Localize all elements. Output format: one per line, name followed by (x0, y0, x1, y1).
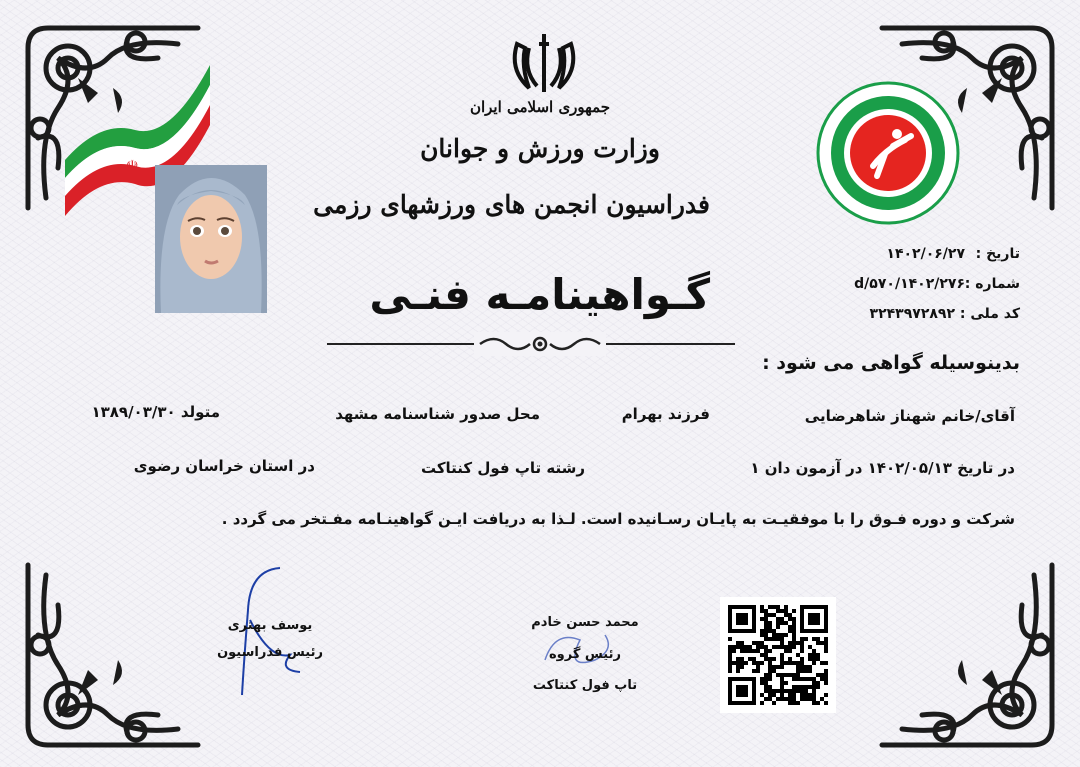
national-code-label: کد ملی : (959, 306, 1020, 322)
qr-code-icon[interactable] (720, 597, 836, 713)
certificate-title: گـواهینامـه فنـی (369, 270, 710, 319)
country-name: جمهوری اسلامی ایران (469, 98, 611, 116)
profile-photo (155, 165, 267, 313)
federation-logo (815, 80, 961, 226)
completion-text: شرکت و دوره فـوق را با موفقیـت به پایـان رسـانیده است. لـذا به دریافت ایـن گواهینـامه مفـتخر می گردد . (221, 510, 1015, 528)
ministry-name: وزارت ورزش و جوانان (420, 134, 660, 163)
iran-emblem-icon (509, 30, 579, 96)
date-label: تاریخ : (975, 246, 1020, 262)
left-signer-role: رئیس فدراسیون (217, 645, 323, 660)
middle-signer-role: رئیس گروه (549, 647, 621, 662)
number-label: شماره : (964, 276, 1020, 292)
issue-place: محل صدور شناسنامه مشهد (335, 405, 540, 423)
federation-name: فدراسیون انجمن های ورزشهای رزمی (313, 190, 710, 219)
exam-date: در تاریخ ۱۴۰۲/۰۵/۱۳ در آزمون دان ۱ (750, 459, 1015, 477)
middle-signer-field: تاپ فول کنتاکت (532, 678, 638, 693)
birth-date: متولد ۱۳۸۹/۰۳/۳۰ (91, 403, 220, 421)
number-value: ۱۴۰۲/۲۷۶/d/۵۷۰ (854, 276, 965, 292)
svg-text:☫: ☫ (126, 158, 139, 174)
province: در استان خراسان رضوی (133, 457, 315, 475)
corner-ornament-bottom-left (18, 555, 208, 755)
intro-text: بدینوسیله گواهی می شود : (762, 352, 1020, 374)
field-name: رشته تاپ فول کنتاکت (420, 459, 585, 477)
corner-ornament-bottom-right (872, 555, 1062, 755)
father-name: فرزند بهرام (621, 405, 710, 423)
middle-signer-name: محمد حسن خادم (531, 615, 639, 630)
holder-name: آقای/خانم شهناز شاهرضایی (804, 407, 1015, 425)
left-signer-name: یوسف بهتری (227, 618, 313, 633)
divider-ornament (474, 332, 606, 356)
national-code-value: ۳۲۴۳۹۷۲۸۹۲ (869, 306, 955, 322)
date-value: ۱۴۰۲/۰۶/۲۷ (886, 246, 965, 262)
